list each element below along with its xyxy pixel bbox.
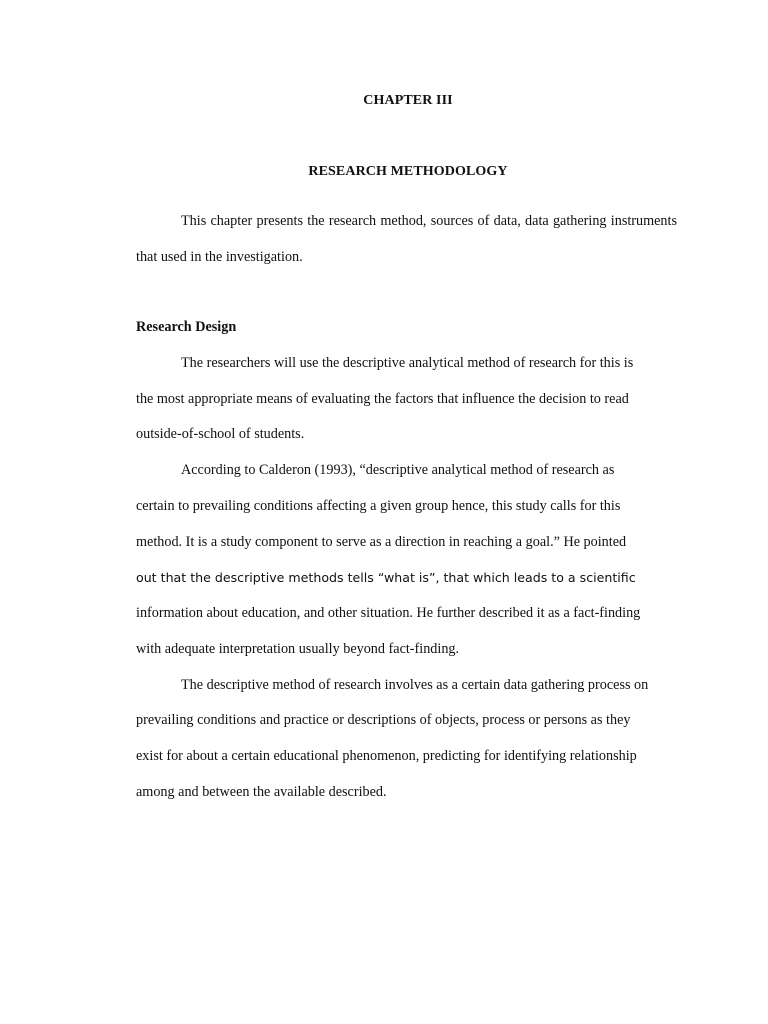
body-line: the most appropriate means of evaluating the factors that influence the decision to read: [136, 391, 629, 407]
section-heading-research-design: Research Design: [136, 319, 237, 335]
body-line: method. It is a study component to serve as a direction in reaching a goal.” He pointed: [136, 534, 627, 550]
chapter-heading: CHAPTER III: [363, 93, 453, 108]
body-line: prevailing conditions and practice or descriptions of objects, process or persons as they: [136, 712, 631, 728]
body-line: The descriptive method of research involves as a certain data gathering process on: [181, 677, 649, 693]
body-line: exist for about a certain educational phenomenon, predicting for identifying relationship: [136, 748, 637, 764]
body-line: out that the descriptive methods tells “what is”, that which leads to a scientific: [136, 570, 636, 585]
body-line: information about education, and other situation. He further described it as a fact-finding: [136, 605, 641, 621]
intro-paragraph: This chapter presents the research method, sources of data, data gathering instruments that used in the investigation.: [136, 213, 677, 265]
chapter-title: RESEARCH METHODOLOGY: [308, 164, 508, 179]
body-line: According to Calderon (1993), “descriptive analytical method of research as: [181, 462, 615, 478]
body-line: The researchers will use the descriptive analytical method of research for this is: [181, 355, 634, 371]
body-line: with adequate interpretation usually beyond fact-finding.: [136, 641, 460, 657]
body-line: certain to prevailing conditions affecting a given group hence, this study calls for this: [136, 498, 621, 514]
body-line: among and between the available described.: [136, 784, 387, 800]
body-line: outside-of-school of students.: [136, 426, 305, 442]
